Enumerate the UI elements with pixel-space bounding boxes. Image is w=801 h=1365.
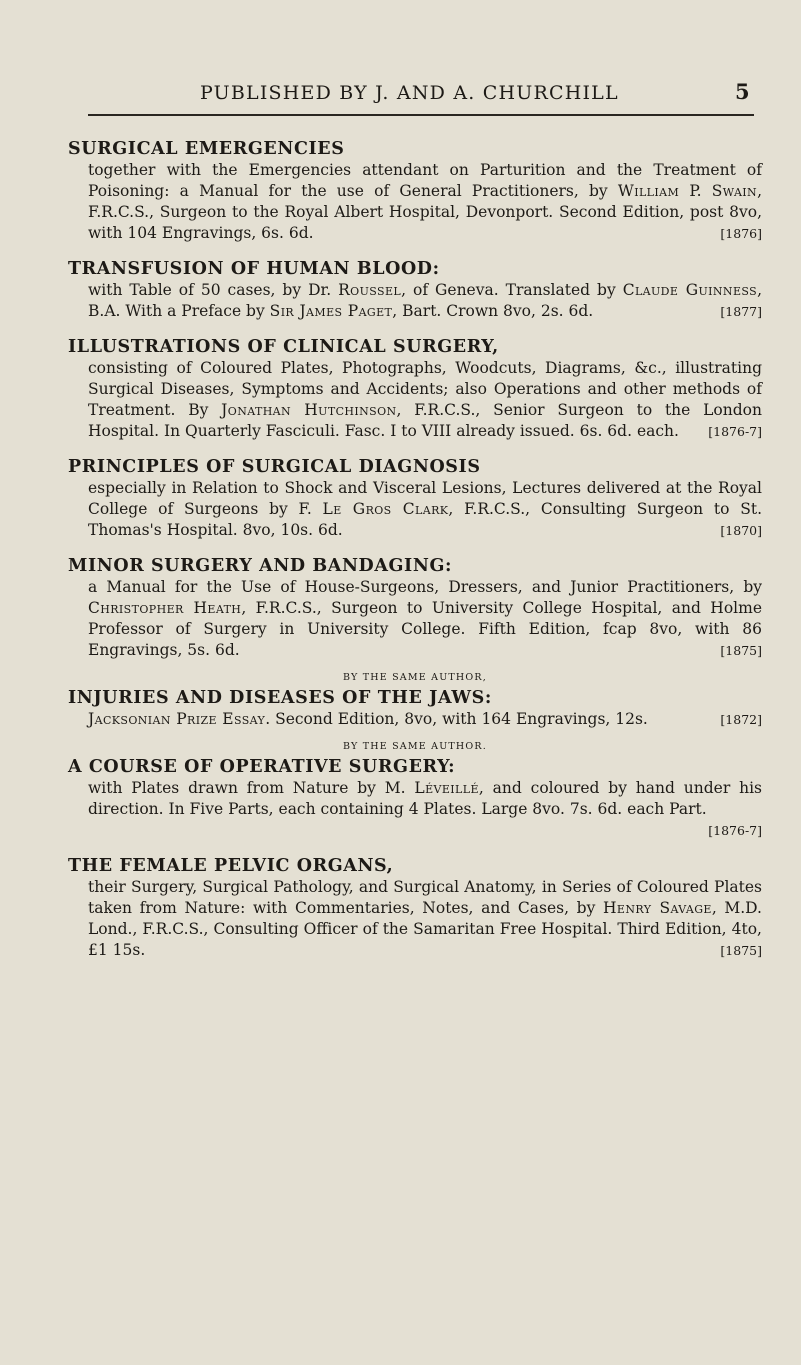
author-name: William [617, 182, 680, 200]
description-text: their Surgery, Surgical Pathology, and Surgical Anatomy, in Series of Coloured Plates taken from Nature: with Commentaries, Notes, and Cases, by [88, 878, 762, 917]
catalogue-entry [68, 456, 762, 541]
description-text: , F.R.C.S., Surgeon to the Royal Albert Hospital, Devonport. Second Edition, post 8vo, with 104 Engravings, 6s. 6d. [88, 182, 762, 242]
book-description [88, 709, 762, 730]
description-text: , of Geneva. Translated by [401, 281, 623, 299]
catalogue-entry [68, 258, 762, 322]
description-text: with Table of 50 cases, by Dr. [88, 281, 339, 299]
publication-year: [1875] [720, 643, 762, 658]
description-text: , F.R.C.S., Surgeon to University College Hospital, and Holme Professor of Surgery in University College. Fifth Edition, fcap 8vo, with 86 Engravings, 5s. 6d. [88, 599, 762, 659]
same-author-note: BY THE SAME AUTHOR, [343, 672, 487, 683]
book-title: TRANSFUSION OF HUMAN BLOOD: [68, 259, 440, 279]
author-name: Jacksonian Prize Essay [88, 710, 266, 728]
author-name: Jonathan Hutchinson [221, 401, 397, 419]
author-name: Swain [711, 182, 758, 200]
author-name: Roussel [338, 281, 402, 299]
book-title: INJURIES AND DISEASES OF THE JAWS: [68, 688, 492, 708]
publication-year: [1872] [720, 712, 762, 727]
description-text: a Manual for the Use of House-Surgeons, Dressers, and Junior Practitioners, by [88, 578, 762, 596]
book-title: PRINCIPLES OF SURGICAL DIAGNOSIS [68, 457, 481, 477]
description-text: together with the Emergencies attendant on Parturition and the Treatment of Poisoning: a Manual for the use of General Practitioners, by [88, 161, 762, 200]
catalogue-entry [68, 336, 762, 442]
book-title: ILLUSTRATIONS OF CLINICAL SURGERY, [68, 337, 499, 357]
author-name: Léveillé [414, 779, 479, 797]
author-name: Christopher Heath [88, 599, 242, 617]
page-number: 5 [735, 79, 750, 104]
catalogue-entry [68, 855, 762, 961]
book-title: MINOR SURGERY AND BANDAGING: [68, 556, 453, 576]
catalogue-entry [68, 671, 762, 730]
book-description [88, 877, 762, 961]
author-name: Henry Savage [603, 899, 712, 917]
book-description [88, 778, 762, 841]
description-text: especially in Relation to Shock and Visceral Lesions, Lectures delivered at the Royal College of Surgeons by F. [88, 479, 762, 518]
description-text: , F.R.C.S., Consulting Surgeon to St. Thomas's Hospital. 8vo, 10s. 6d. [88, 500, 763, 539]
description-text: , F.R.C.S., Senior Surgeon to the London Hospital. In Quarterly Fasciculi. Fasc. I to VIII already issued. 6s. 6d. each. [88, 401, 762, 440]
book-description [88, 577, 762, 661]
catalogue-entry [68, 555, 762, 661]
description-text: , and coloured by hand under his direction. In Five Parts, each containing 4 Plates. Large 8vo. 7s. 6d. each Part. [88, 779, 762, 818]
publication-year: [1876-7] [708, 424, 762, 439]
author-name: Claude Guinness [622, 281, 758, 299]
description-text: P. [679, 182, 712, 200]
publication-year: [1877] [720, 304, 762, 319]
same-author-note: BY THE SAME AUTHOR. [343, 741, 487, 752]
catalogue-list [68, 138, 762, 975]
publication-year: [1876] [720, 226, 762, 241]
book-description [88, 280, 762, 322]
header-rule [88, 114, 754, 116]
catalogue-entry [68, 740, 762, 841]
publication-year: [1870] [720, 523, 762, 538]
book-title: A COURSE OF OPERATIVE SURGERY: [68, 757, 456, 777]
book-title: SURGICAL EMERGENCIES [68, 139, 345, 159]
description-text: with Plates drawn from Nature by M. [88, 779, 415, 797]
author-name: Sir James Paget [269, 302, 393, 320]
description-text: . Second Edition, 8vo, with 164 Engravings, 12s. [265, 710, 648, 728]
description-text: , Bart. Crown 8vo, 2s. 6d. [392, 302, 594, 320]
book-description [88, 478, 762, 541]
description-text: consisting of Coloured Plates, Photographs, Woodcuts, Diagrams, &c., illustrating Surgical Diseases, Symptoms and Accidents; also Operations and other methods of Treatment. By [88, 359, 762, 419]
description-text: , B.A. With a Preface by [88, 281, 762, 320]
catalogue-entry [68, 138, 762, 244]
book-description [88, 358, 762, 442]
author-name: Le Gros Clark [322, 500, 449, 518]
running-head [0, 79, 801, 112]
book-description [88, 160, 762, 244]
publication-year: [1876-7] [708, 823, 762, 838]
publication-year: [1875] [720, 943, 762, 958]
book-title: THE FEMALE PELVIC ORGANS, [68, 856, 394, 876]
publisher-heading: PUBLISHED BY J. AND A. CHURCHILL [200, 82, 619, 104]
description-text: , M.D. Lond., F.R.C.S., Consulting Officer of the Samaritan Free Hospital. Third Edition, 4to, £1 15s. [88, 899, 762, 959]
